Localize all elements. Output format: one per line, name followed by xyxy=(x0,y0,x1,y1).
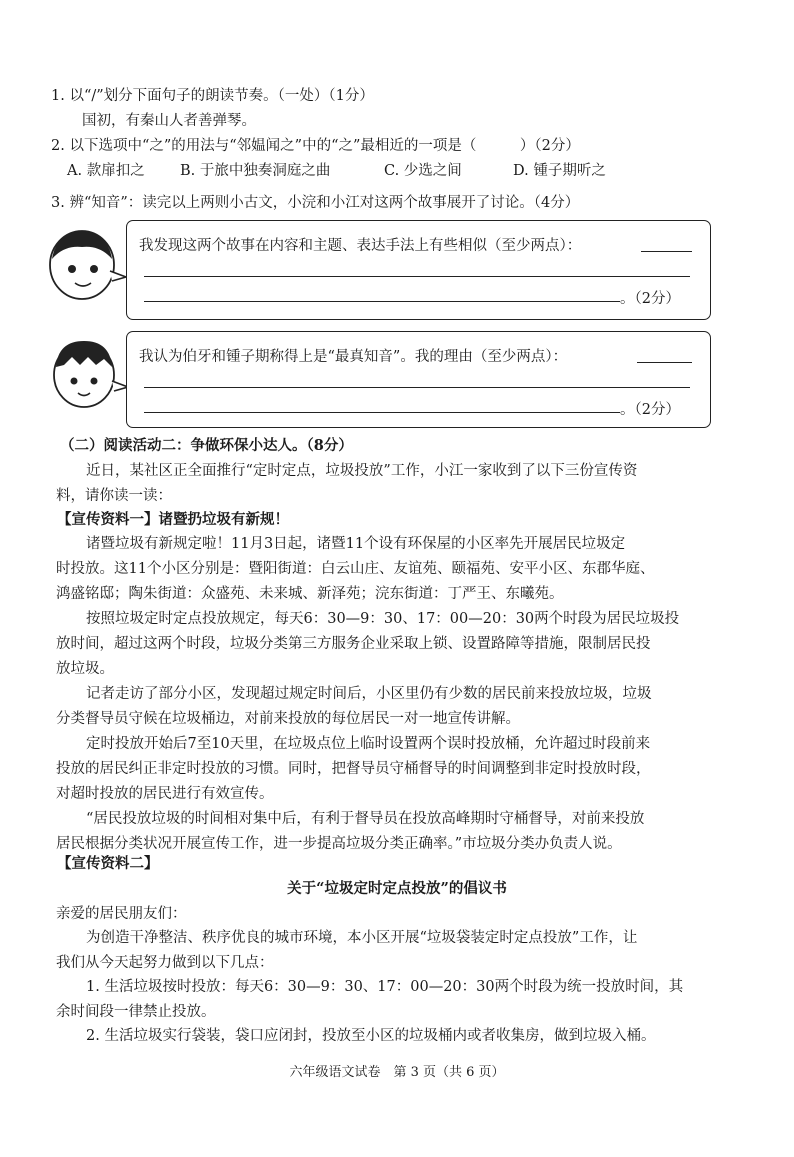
speech-bubble-1 xyxy=(126,220,711,320)
bubble-1-score: 。（2分） xyxy=(620,291,680,307)
material-1-line: 居民根据分类状况开展宣传工作，进一步提高垃圾分类正确率。”市垃圾分类办负责人说。 xyxy=(56,836,622,852)
material-1-line: 鸿盛铭邸；陶朱街道：众盛苑、未来城、新泽苑；浣东街道：丁严王、东曦苑。 xyxy=(56,586,564,602)
option-a[interactable]: A. 款扉扣之 xyxy=(67,163,145,179)
bubble-1-prompt: 我发现这两个故事在内容和主题、表达手法上有些相似（至少两点）： xyxy=(139,238,582,254)
option-c[interactable]: C. 少选之间 xyxy=(384,163,462,179)
boy-avatar-icon xyxy=(46,329,132,423)
speech-bubble-2 xyxy=(126,331,711,428)
girl-avatar-icon xyxy=(42,219,128,313)
answer-blank-2a[interactable] xyxy=(637,362,692,363)
question-3-stem: 3. 辨“知音”：读完以上两则小古文，小浣和小江对这两个故事展开了讨论。（4分） xyxy=(51,195,580,211)
material-2-line: 1. 生活垃圾按时投放：每天6：30—9：30、17：00—20：30两个时段为统一投放时间，其 xyxy=(86,979,684,995)
material-2-line: 2. 生活垃圾实行袋装，袋口应闭封，投放至小区的垃圾桶内或者收集房，做到垃圾入桶。 xyxy=(86,1028,656,1044)
material-1-line: 放垃圾。 xyxy=(56,661,114,677)
answer-blank-1a[interactable] xyxy=(641,251,692,252)
material-1-line: 诸暨垃圾有新规定啦！11月3日起，诸暨11个设有环保屋的小区率先开展居民垃圾定 xyxy=(86,536,626,552)
material-2-line: 我们从今天起努力做到以下几点： xyxy=(56,955,274,971)
section-2-intro-line-2: 料，请你读一读： xyxy=(56,488,172,504)
question-2-stem: 2. 以下选项中“之”的用法与“邻媪闻之”中的“之”最相近的一项是（ ）（2分） xyxy=(51,138,580,154)
bubble-2-prompt: 我认为伯牙和锺子期称得上是“最真知音”。我的理由（至少两点）： xyxy=(139,349,568,365)
material-1-line: 定时投放开始后7至10天里，在垃圾点位上临时设置两个误时投放桶，允许超过时段前来 xyxy=(86,736,651,752)
material-1-line: 分类督导员守候在垃圾桶边，对前来投放的每位居民一对一地宣传讲解。 xyxy=(56,711,520,727)
section-2-heading: （二）阅读活动二：争做环保小达人。（8分） xyxy=(60,437,353,454)
material-1-line: 投放的居民纠正非定时投放的习惯。同时，把督导员守桶督导的时间调整到非定时投放时段， xyxy=(56,761,651,777)
section-2-intro-line-1: 近日，某社区正全面推行“定时定点，垃圾投放”工作，小江一家收到了以下三份宣传资 xyxy=(86,463,638,479)
answer-blank-2b[interactable] xyxy=(144,387,690,388)
material-2-label: 【宣传资料二】 xyxy=(57,855,159,872)
material-1-title: 【宣传资料一】诸暨扔垃圾有新规！ xyxy=(57,511,289,528)
material-2-greeting: 亲爱的居民朋友们： xyxy=(56,906,187,922)
answer-blank-1c[interactable] xyxy=(144,301,620,302)
material-1-line: 时投放。这11个小区分别是：暨阳街道：白云山庄、友谊苑、颐福苑、安平小区、东郡华庭、 xyxy=(56,561,655,577)
answer-blank-2c[interactable] xyxy=(144,412,620,413)
option-b[interactable]: B. 于旅中独奏洞庭之曲 xyxy=(180,163,331,179)
question-1-stem: 1. 以“/”划分下面句子的朗读节奏。（一处）（1分） xyxy=(51,88,374,104)
material-2-line: 为创造干净整洁、秩序优良的城市环境，本小区开展“垃圾袋装定时定点投放”工作，让 xyxy=(86,930,638,946)
material-1-line: 放时间，超过这两个时段，垃圾分类第三方服务企业采取上锁、设置路障等措施，限制居民投 xyxy=(56,636,651,652)
material-1-line: 按照垃圾定时定点投放规定，每天6：30—9：30、17：00—20：30两个时段为居民垃圾投 xyxy=(86,611,680,627)
option-d[interactable]: D. 锺子期听之 xyxy=(513,163,606,179)
answer-blank-1b[interactable] xyxy=(144,276,690,277)
bubble-2-score: 。（2分） xyxy=(620,402,680,418)
material-2-line: 余时间段一律禁止投放。 xyxy=(56,1004,216,1020)
question-1-sentence: 国初，有秦山人者善弹琴。 xyxy=(82,113,256,129)
material-2-title: 关于“垃圾定时定点投放”的倡议书 xyxy=(287,880,507,897)
page-footer: 六年级语文试卷 第 3 页（共 6 页） xyxy=(289,1065,505,1080)
material-1-line: 记者走访了部分小区，发现超过规定时间后，小区里仍有少数的居民前来投放垃圾，垃圾 xyxy=(86,686,652,702)
material-1-line: “居民投放垃圾的时间相对集中后，有利于督导员在投放高峰期时守桶督导，对前来投放 xyxy=(86,811,645,827)
material-1-line: 对超时投放的居民进行有效宣传。 xyxy=(56,786,274,802)
